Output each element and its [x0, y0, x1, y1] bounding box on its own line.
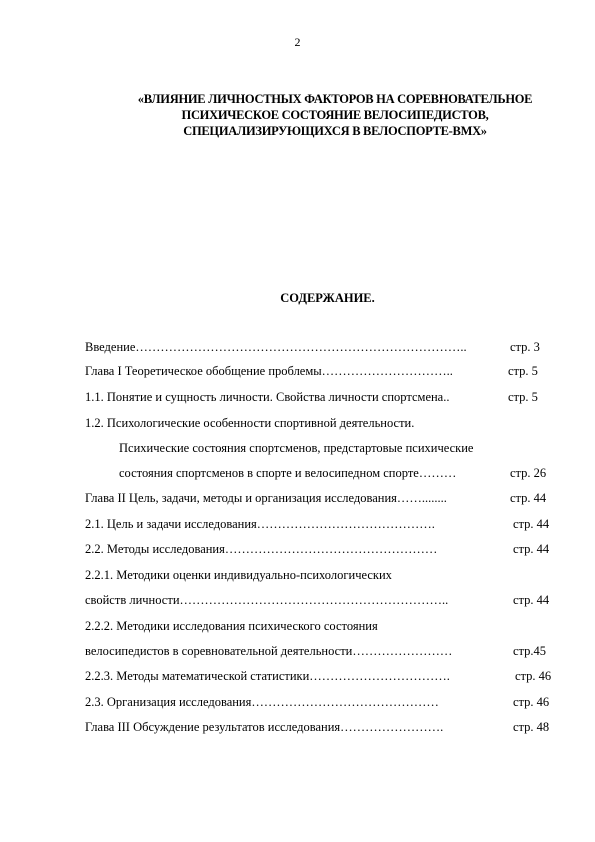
- title-line-1: «ВЛИЯНИЕ ЛИЧНОСТНЫХ ФАКТОРОВ НА СОРЕВНОВАТЕЛЬНОЕ: [137, 92, 533, 106]
- toc-entry-2-2: [85, 542, 550, 558]
- toc-entry-text: Глава II Цель, задачи, методы и организация исследования……........: [85, 491, 447, 505]
- toc-entry-page: стр. 26: [510, 466, 547, 480]
- toc-entry-text: 2.1. Цель и задачи исследования…………………………………….: [85, 517, 435, 531]
- toc-entry-2-3: [85, 695, 550, 711]
- toc-entry-text: Психические состояния спортсменов, предстартовые психические: [119, 441, 474, 455]
- toc-entry-chapter-2: [85, 491, 547, 507]
- toc-entry-text: Глава III Обсуждение результатов исследования…………………….: [85, 720, 444, 734]
- toc-entry-text: 2.2.2. Методики исследования психического состояния: [85, 619, 378, 633]
- toc-entry-2-2-1-cont: [85, 593, 550, 609]
- toc-entry-page: стр. 44: [513, 593, 550, 607]
- toc-entry-1-2-cont-2: [119, 466, 547, 482]
- toc-entry-text: велосипедистов в соревновательной деятельности……………………: [85, 644, 453, 658]
- toc-entry-text: свойств личности………………………………………………………..: [85, 593, 449, 607]
- toc-entry-text: 2.3. Организация исследования………………………………………: [85, 695, 439, 709]
- page-number: 2: [294, 35, 301, 49]
- toc-entry-text: состояния спортсменов в спорте и велосипедном спорте………: [119, 466, 457, 480]
- toc-entry-text: 1.2. Психологические особенности спортивной деятельности.: [85, 416, 415, 430]
- toc-entry-1-2-cont: [119, 441, 473, 457]
- toc-entry-text: 2.2.1. Методики оценки индивидуально-психологических: [85, 568, 392, 582]
- toc-entry-2-2-3: [85, 669, 552, 685]
- toc-entry-text: 2.2. Методы исследования……………………………………………: [85, 542, 438, 556]
- toc-entry-page: стр. 5: [508, 390, 538, 404]
- toc-entry-2-2-2: [85, 619, 378, 635]
- toc-entry-introduction: [85, 340, 540, 356]
- toc-entry-page: стр. 3: [510, 340, 540, 354]
- toc-entry-page: стр.45: [513, 644, 547, 658]
- title-line-3: СПЕЦИАЛИЗИРУЮЩИХСЯ В ВЕЛОСПОРТЕ-BMX»: [183, 124, 487, 138]
- toc-entry-text: 2.2.3. Методы математической статистики…………………………….: [85, 669, 450, 683]
- toc-entry-page: стр. 44: [510, 491, 547, 505]
- toc-entry-chapter-1: [85, 364, 538, 380]
- title-line-2: ПСИХИЧЕСКОЕ СОСТОЯНИЕ ВЕЛОСИПЕДИСТОВ,: [181, 108, 489, 122]
- document-title: [95, 91, 575, 139]
- toc-entry-page: стр. 5: [508, 364, 538, 378]
- toc-entry-page: стр. 46: [515, 669, 552, 683]
- toc-entry-page: стр. 46: [513, 695, 550, 709]
- toc-entry-text: Введение……………………………………………………………………..: [85, 340, 467, 354]
- contents-heading: СОДЕРЖАНИЕ.: [280, 291, 375, 305]
- toc-entry-1-2: [85, 416, 414, 432]
- toc-entry-1-1: [85, 390, 538, 406]
- toc-entry-2-2-1: [85, 568, 392, 584]
- toc-entry-page: стр. 48: [513, 720, 550, 734]
- toc-entry-text: 1.1. Понятие и сущность личности. Свойства личности спортсмена..: [85, 390, 450, 404]
- toc-entry-2-1: [85, 517, 550, 533]
- toc-entry-chapter-3: [85, 720, 550, 736]
- toc-entry-page: стр. 44: [513, 517, 550, 531]
- toc-entry-text: Глава I Теоретическое обобщение проблемы…………………………..: [85, 364, 453, 378]
- toc-entry-page: стр. 44: [513, 542, 550, 556]
- toc-entry-2-2-2-cont: [85, 644, 547, 660]
